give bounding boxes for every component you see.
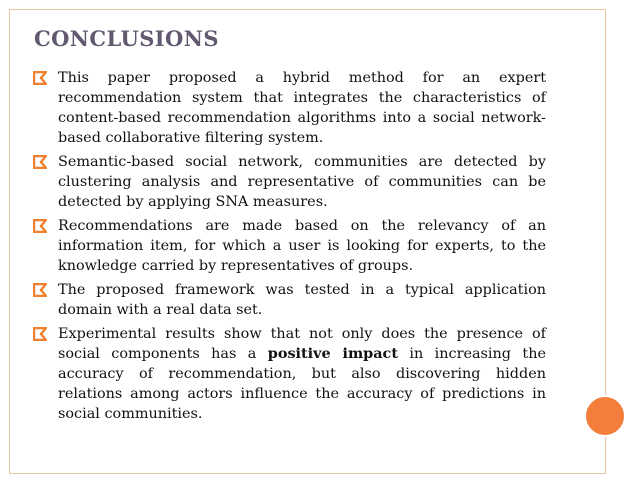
bullet-arrow-icon [33, 155, 47, 169]
bullet-list [33, 68, 546, 428]
bullet-text-after: in increasing the accuracy of recommendation, but also discovering hidden relations among actors influence the accuracy of predictions in social communities. [58, 346, 546, 422]
slide-title: CONCLUSIONS [34, 26, 219, 51]
bullet-arrow-icon [33, 219, 47, 233]
bullet-bold-phrase: positive impact [267, 345, 398, 362]
orange-circle-decoration [584, 395, 626, 437]
bullet-text: Semantic-based social network, communities are detected by clustering analysis and representative of communities can be detected by applying SNA measures. [58, 154, 546, 210]
bullet-text: This paper proposed a hybrid method for an expert recommendation system that integrates the characteristics of content-based recommendation algorithms into a social network-based collaborative filtering system. [58, 70, 546, 146]
bullet-item [33, 216, 546, 276]
bullet-text: The proposed framework was tested in a typical application domain with a real data set. [58, 282, 546, 318]
bullet-text: Recommendations are made based on the relevancy of an information item, for which a user is looking for experts, to the knowledge carried by representatives of groups. [58, 218, 546, 274]
bullet-arrow-icon [33, 327, 47, 341]
bullet-item [33, 68, 546, 148]
bullet-item [33, 324, 546, 424]
bullet-item [33, 152, 546, 212]
bullet-item [33, 280, 546, 320]
bullet-text-before: Experimental results show that not only does the presence of social components has a [58, 326, 546, 362]
bullet-arrow-icon [33, 283, 47, 297]
bullet-arrow-icon [33, 71, 47, 85]
